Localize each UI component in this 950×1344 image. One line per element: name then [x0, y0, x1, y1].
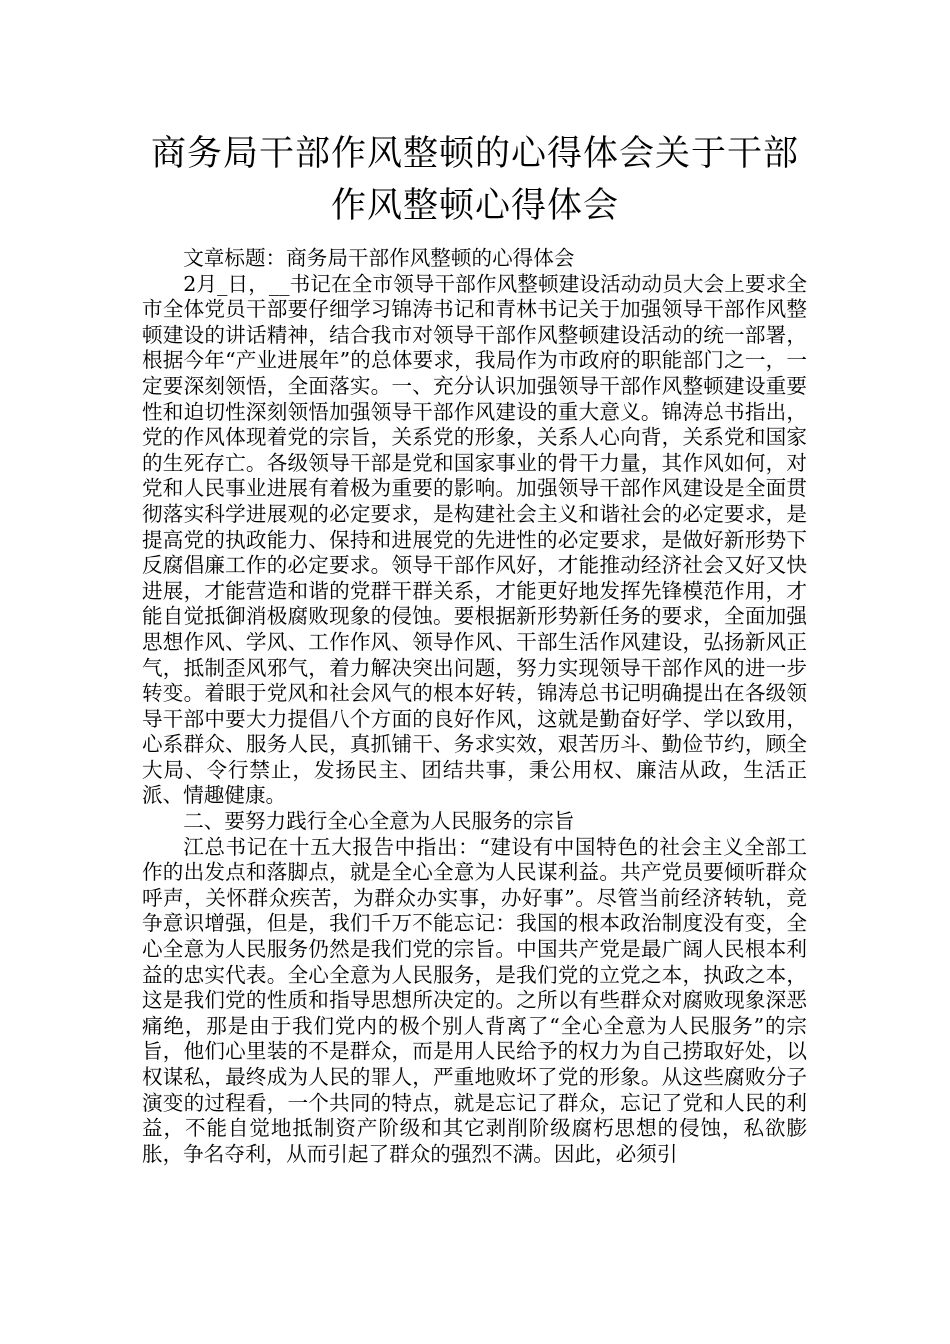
paragraph-section-one: 2月_日，__书记在全市领导干部作风整顿建设活动动员大会上要求全市全体党员干部要仔细学习锦涛书记和青林书记关于加强领导干部作风整顿建设的讲话精神，结合我市对领导干部作风整顿建设活动的统一部署，根据今年“产业进展年”的总体要求，我局作为市政府的职能部门之一，一定要深刻领悟，全面落实。一、充分认识加强领导干部作风整顿建设重要性和迫切性深刻领悟加强领导干部作风建设的重大意义。锦涛总书指出，党的作风体现着党的宗旨，关系党的形象，关系人心向背，关系党和国家的生死存亡。各级领导干部是党和国家事业的骨干力量，其作风如何，对党和人民事业进展有着极为重要的影响。加强领导干部作风建设是全面贯彻落实科学进展观的必定要求，是构建社会主义和谐社会的必定要求，是提高党的执政能力、保持和进展党的先进性的必定要求，是做好新形势下反腐倡廉工作的必定要求。领导干部作风好，才能推动经济社会又好又快进展，才能营造和谐的党群干群关系，才能更好地发挥先锋模范作用，才能自觉抵御消极腐败现象的侵蚀。要根据新形势新任务的要求，全面加强思想作风、学风、工作作风、领导作风、干部生活作风建设，弘扬新风正气，抵制歪风邪气，着力解决突出问题，努力实现领导干部作风的进一步转变。着眼于党风和社会风气的根本好转，锦涛总书记明确提出在各级领导干部中要大力提倡八个方面的良好作风，这就是勤奋好学、学以致用，心系群众、服务人民，真抓铺干、务求实效，艰苦历斗、勤俭节约，顾全大局、令行禁止，发扬民主、团结共事，秉公用权、廉洁从政，生活正派、情趣健康。 [142, 271, 807, 808]
title-line-2: 作风整顿心得体会 [330, 186, 619, 226]
paragraph-section-two: 江总书记在十五大报告中指出：“建设有中国特色的社会主义全部工作的出发点和落脚点，就是全心全意为人民谋利益。共产党员要倾听群众呼声，关怀群众疾苦，为群众办实事，办好事”。尽管当前经济转轨，竞争意识增强，但是，我们千万不能忘记：我国的根本政治制度没有变，全心全意为人民服务仍然是我们党的宗旨。中国共产党是最广阔人民根本利益的忠实代表。全心全意为人民服务，是我们党的立党之本，执政之本，这是我们党的性质和指导思想所决定的。之所以有些群众对腐败现象深恶痛绝，那是由于我们党内的极个别人背离了“全心全意为人民服务”的宗旨，他们心里装的不是群众，而是用人民给予的权力为自己捞取好处，以权谋私，最终成为人民的罪人，严重地败坏了党的形象。从这些腐败分子演变的过程看，一个共同的特点，就是忘记了群众，忘记了党和人民的利益，不能自觉地抵制资产阶级和其它剥削阶级腐朽思想的侵蚀，私欲膨胀，争名夺利，从而引起了群众的强烈不满。因此，必须引 [142, 834, 807, 1166]
paragraph-article-title: 文章标题：商务局干部作风整顿的心得体会 [183, 246, 575, 270]
document-body [142, 246, 807, 1167]
document-title [120, 128, 830, 232]
paragraph-section-two-heading: 二、要努力践行全心全意为人民服务的宗旨 [183, 809, 575, 834]
title-line-1: 商务局干部作风整顿的心得体会关于干部 [150, 134, 799, 174]
